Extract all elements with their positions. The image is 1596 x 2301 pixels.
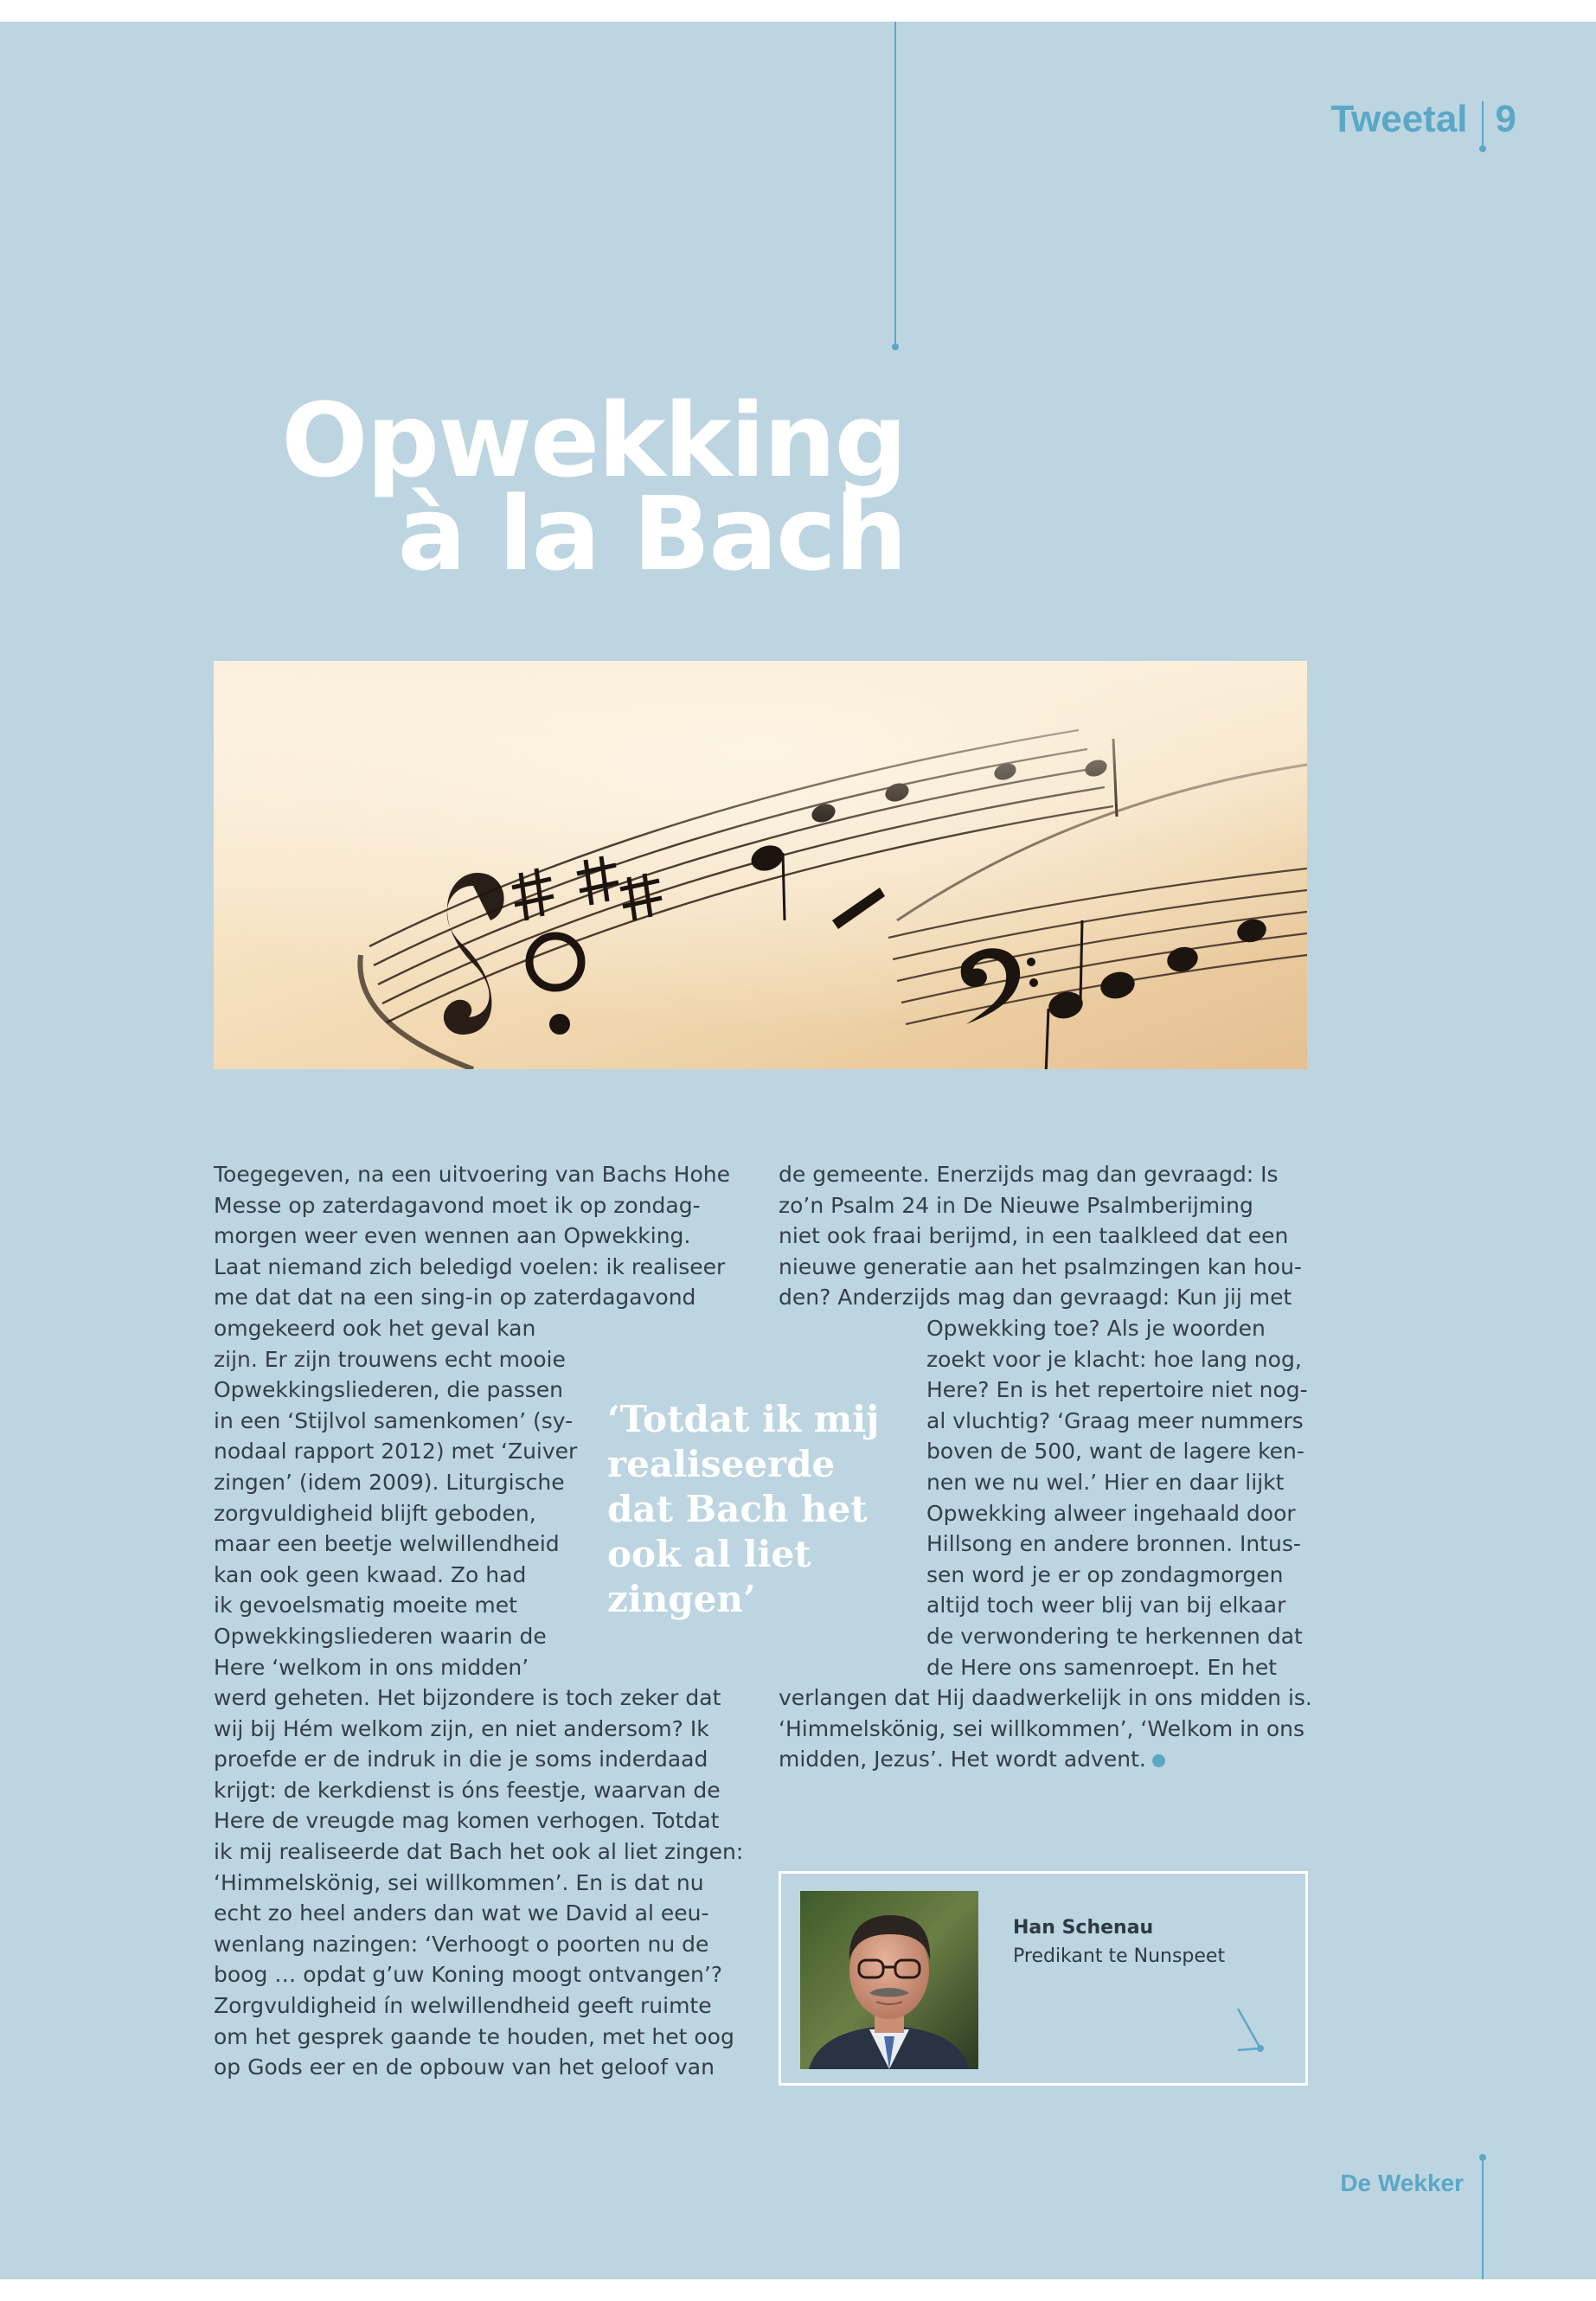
- body-line: ‘Himmelskönig, sei willkommen’. En is dat nu: [214, 1869, 704, 1895]
- body-line: Messe op zaterdagavond moet ik op zondag-: [214, 1192, 701, 1218]
- body-line: wenlang nazingen: ‘Verhoogt o poorten nu de: [214, 1931, 709, 1957]
- body-line: sen word je er op zondagmorgen: [926, 1561, 1284, 1587]
- bottom-vertical-rule: [1482, 2158, 1484, 2279]
- body-line: nodaal rapport 2012) met ‘Zuiver: [214, 1439, 578, 1465]
- body-line: Toegegeven, na een uitvoering van Bachs Hohe: [214, 1162, 730, 1187]
- body-line: Here de vreugde mag komen verhogen. Totdat: [214, 1808, 720, 1834]
- body-line: maar een beetje welwillendheid: [214, 1531, 560, 1557]
- body-line: werd geheten. Het bijzondere is toch zeker dat: [214, 1685, 721, 1711]
- body-line: al vluchtig? ‘Graag meer nummers: [926, 1407, 1304, 1433]
- body-line: me dat dat na een sing-in op zaterdagavond: [214, 1285, 696, 1311]
- body-line: Opwekkingsliederen, die passen: [214, 1377, 563, 1403]
- body-text-right-column: [779, 1159, 1312, 1775]
- top-vertical-rule: [894, 22, 896, 346]
- body-line: om het gesprek gaande te houden, met het oog: [214, 2023, 734, 2049]
- body-line: boven de 500, want de lagere ken-: [926, 1439, 1304, 1465]
- body-line: echt zo heel anders dan wat we David al eeu-: [214, 1900, 709, 1926]
- body-line: krijgt: de kerkdienst is óns feestje, waarvan de: [214, 1777, 721, 1803]
- body-line: zorgvuldigheid blijft geboden,: [214, 1500, 536, 1526]
- body-line: de verwondering te herkennen dat: [926, 1623, 1303, 1649]
- body-line: Opwekking alweer ingehaald door: [926, 1500, 1296, 1526]
- body-line: omgekeerd ook het geval kan: [214, 1315, 536, 1341]
- header-separator: [1482, 101, 1484, 148]
- section-name: Tweetal: [1330, 98, 1468, 140]
- body-line: proefde er de indruk in die je soms inderdaad: [214, 1747, 708, 1772]
- body-line: Opwekking toe? Als je woorden: [926, 1315, 1266, 1341]
- body-line: nieuwe generatie aan het psalmzingen kan hou-: [779, 1253, 1302, 1279]
- author-box-corner-mark-icon: [1234, 2005, 1269, 2061]
- body-line: Hillsong en andere bronnen. Intus-: [926, 1531, 1301, 1557]
- body-line: de Here ons samenroept. En het: [926, 1654, 1278, 1680]
- body-line: zingen’ (idem 2009). Liturgische: [214, 1469, 565, 1495]
- author-name: Han Schenau: [1013, 1917, 1154, 1939]
- magazine-name: De Wekker: [1340, 2170, 1464, 2196]
- magazine-page: [0, 22, 1596, 2279]
- pull-quote: ‘Totdat ik mij realiseerde dat Bach het ook al liet zingen’: [607, 1398, 880, 1620]
- body-line: ik gevoelsmatig moeite met: [214, 1593, 517, 1618]
- body-line: zijn. Er zijn trouwens echt mooie: [214, 1346, 566, 1372]
- body-line: Zorgvuldigheid ín welwillendheid geeft ruimte: [214, 1993, 712, 2019]
- body-line: Opwekkingsliederen waarin de: [214, 1623, 547, 1649]
- body-line: Laat niemand zich beledigd voelen: ik realiseer: [214, 1253, 726, 1279]
- body-line: nen we nu wel.’ Hier en daar lijkt: [926, 1469, 1285, 1495]
- author-role: Predikant te Nunspeet: [1013, 1945, 1226, 1967]
- body-line: den? Anderzijds mag dan gevraagd: Kun jij met: [779, 1285, 1292, 1311]
- body-line: zo’n Psalm 24 in De Nieuwe Psalmberijming: [779, 1192, 1253, 1218]
- body-line: Here? En is het repertoire niet nog-: [926, 1377, 1308, 1403]
- running-head: [1330, 96, 1516, 143]
- title-line-2: à la Bach: [397, 474, 906, 593]
- body-line: in een ‘Stijlvol samenkomen’ (sy-: [214, 1407, 574, 1433]
- body-line: altijd toch weer blij van bij elkaar: [926, 1593, 1286, 1618]
- title-line-1: Opwekking: [281, 381, 906, 500]
- body-line: ik mij realiseerde dat Bach het ook al liet zingen:: [214, 1839, 744, 1865]
- sheet-music-photo: [214, 661, 1307, 1069]
- end-mark-dot-icon: [1152, 1754, 1165, 1767]
- body-line: de gemeente. Enerzijds mag dan gevraagd: Is: [779, 1162, 1279, 1187]
- body-line: op Gods eer en de opbouw van het geloof van: [214, 2054, 715, 2080]
- page-number: 9: [1495, 98, 1516, 140]
- article-title: [127, 381, 906, 593]
- body-line: morgen weer even wennen aan Opwekking.: [214, 1223, 691, 1249]
- body-line: wij bij Hém welkom zijn, en niet andersom? Ik: [214, 1715, 709, 1741]
- body-line: zoekt voor je klacht: hoe lang nog,: [926, 1346, 1302, 1372]
- body-line: Here ‘welkom in ons midden’: [214, 1654, 529, 1680]
- author-portrait: [800, 1891, 978, 2069]
- body-line: ‘Himmelskönig, sei willkommen’, ‘Welkom in ons: [779, 1715, 1305, 1741]
- body-line: boog … opdat g’uw Koning moogt ontvangen’?: [214, 1962, 723, 1988]
- last-line-text: midden, Jezus’. Het wordt advent.: [779, 1747, 1146, 1772]
- body-line: kan ook geen kwaad. Zo had: [214, 1561, 527, 1587]
- author-box: [779, 1871, 1308, 2086]
- body-line-last: [779, 1744, 1312, 1775]
- body-line: niet ook fraai berijmd, in een taalkleed dat een: [779, 1223, 1289, 1249]
- body-line: verlangen dat Hij daadwerkelijk in ons midden is.: [779, 1685, 1312, 1711]
